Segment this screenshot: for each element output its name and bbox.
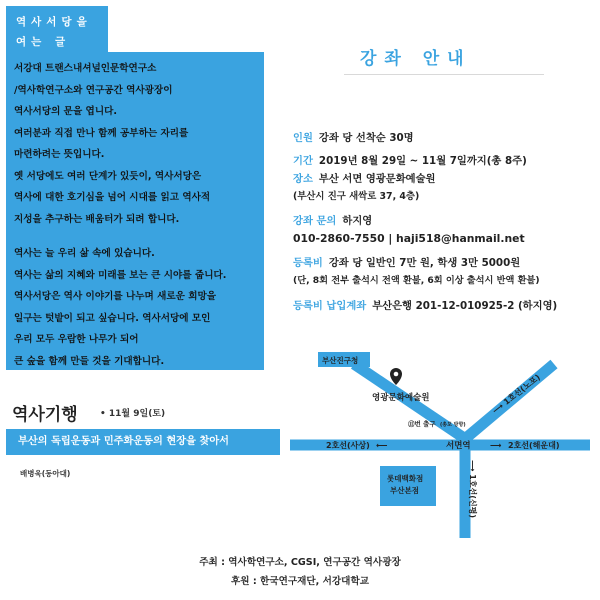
contact-line: 010-2860-7550 | haji518@hanmail.net xyxy=(293,232,525,245)
capacity-row xyxy=(293,129,414,147)
intro-line: 일구는 텃밭이 되고 싶습니다. 역사서당에 모인 xyxy=(14,312,211,324)
place-value: 부산 서면 영광문화예술원 xyxy=(318,173,436,185)
intro-line: 여러분과 직접 만나 함께 공부하는 자리를 xyxy=(14,127,189,139)
exit-note: (총포 방향) xyxy=(440,422,466,428)
lotte-label-1: 롯데백화점 xyxy=(387,474,424,483)
account-label: 등록비 납입계좌 xyxy=(293,300,367,312)
line1-north-text: 1호선(노포) xyxy=(501,372,542,407)
intro-line: 역사서당의 문을 엽니다. xyxy=(14,106,117,117)
title-divider xyxy=(344,74,544,75)
fee-refund: (단, 8회 전부 출석시 전액 환불, 6회 이상 출석시 반액 환불) xyxy=(293,275,540,286)
period-row xyxy=(293,152,527,170)
line1-south-text: 1호선(신평) xyxy=(468,474,477,519)
footer-host: 주최 : 역사학연구소, CGSI, 연구공간 역사광장 xyxy=(199,557,401,568)
place-label: 장소 xyxy=(293,173,313,185)
location-pin-icon xyxy=(390,368,402,385)
footer xyxy=(0,553,600,591)
intro-line: 역사는 늘 우리 삶 속에 있습니다. xyxy=(14,248,155,259)
fee-row xyxy=(293,254,520,272)
intro-line: 역사서당은 역사 이야기를 나누며 새로운 희망을 xyxy=(14,291,217,302)
place-detail: (부산시 진구 새싹로 37, 4층) xyxy=(293,191,420,202)
intro-line: /역사학연구소와 연구공간 역사광장이 xyxy=(14,84,173,96)
exit-label: ⑪번 출구 xyxy=(408,420,436,428)
period-label: 기간 xyxy=(293,155,313,167)
fee-value: 강좌 당 일반인 7만 원, 학생 3만 5000원 xyxy=(328,257,521,269)
venue-label: 영광문화예술원 xyxy=(372,393,430,403)
footer-sponsor: 후원 : 한국연구재단, 서강대학교 xyxy=(231,576,369,587)
arrow-down-icon: ⟶ xyxy=(468,460,477,475)
intro-line: 옛 서당에도 여러 단계가 있듯이, 역사서당은 xyxy=(14,170,202,182)
trip-banner: 부산의 독립운동과 민주화운동의 현장을 찾아서 xyxy=(6,429,280,455)
intro-line: 큰 숲을 함께 만들 것을 기대합니다. xyxy=(14,355,165,367)
account-value: 부산은행 201-12-010925-2 (하지영) xyxy=(372,300,558,312)
subway-map xyxy=(290,348,590,548)
line1-south-label xyxy=(468,460,478,518)
intro-line: 지성을 추구하는 배움터가 되려 합니다. xyxy=(14,213,180,225)
contact-row xyxy=(293,212,372,230)
trip-date: • 11월 9일(토) xyxy=(100,409,166,419)
arrow-up-icon: ⟶ xyxy=(490,399,508,416)
capacity-label: 인원 xyxy=(293,132,313,144)
intro-line: 역사는 삶의 지혜와 미래를 보는 큰 시야를 줍니다. xyxy=(14,269,227,281)
intro-line: 서강대 트랜스내셔널인문학연구소 xyxy=(14,63,157,74)
place-row xyxy=(293,170,436,188)
busanjingu-label: 부산진구청 xyxy=(322,356,359,365)
intro-tab-line1: 역사서당을 xyxy=(16,16,92,28)
arrow-left-icon: ⟵ xyxy=(376,441,388,450)
lecture-title: 강좌 안내 xyxy=(360,49,472,69)
account-row xyxy=(293,297,557,315)
intro-line: 마련하려는 뜻입니다. xyxy=(14,149,105,160)
period-value: 2019년 8월 29일 ~ 11월 7일까지(총 8주) xyxy=(318,155,527,167)
arrow-right-icon: ⟶ xyxy=(490,441,502,450)
intro-tab xyxy=(6,6,108,52)
lotte-label-2: 부산본점 xyxy=(390,486,419,495)
contact-name: 하지영 xyxy=(342,215,373,227)
trip-guide: 배병욱(동아대) xyxy=(20,469,71,478)
map-roads xyxy=(290,364,590,538)
fee-label: 등록비 xyxy=(293,257,323,269)
trip-title: 역사기행 xyxy=(12,405,78,425)
line2-east-label: 2호선(해운대) xyxy=(508,441,560,450)
line2-west-label: 2호선(사상) xyxy=(326,441,370,450)
intro-tab-line2: 여는 글 xyxy=(16,36,71,48)
contact-label: 강좌 문의 xyxy=(293,215,337,227)
line1-north-label xyxy=(490,372,542,416)
intro-box xyxy=(6,52,264,370)
capacity-value: 강좌 당 선착순 30명 xyxy=(318,132,414,144)
intro-line: 역사에 대한 호기심을 넘어 시대를 읽고 역사적 xyxy=(14,192,211,203)
seomyeon-station-label: 서면역 xyxy=(446,441,471,451)
intro-line: 우리 모두 우람한 나무가 되어 xyxy=(14,334,139,345)
